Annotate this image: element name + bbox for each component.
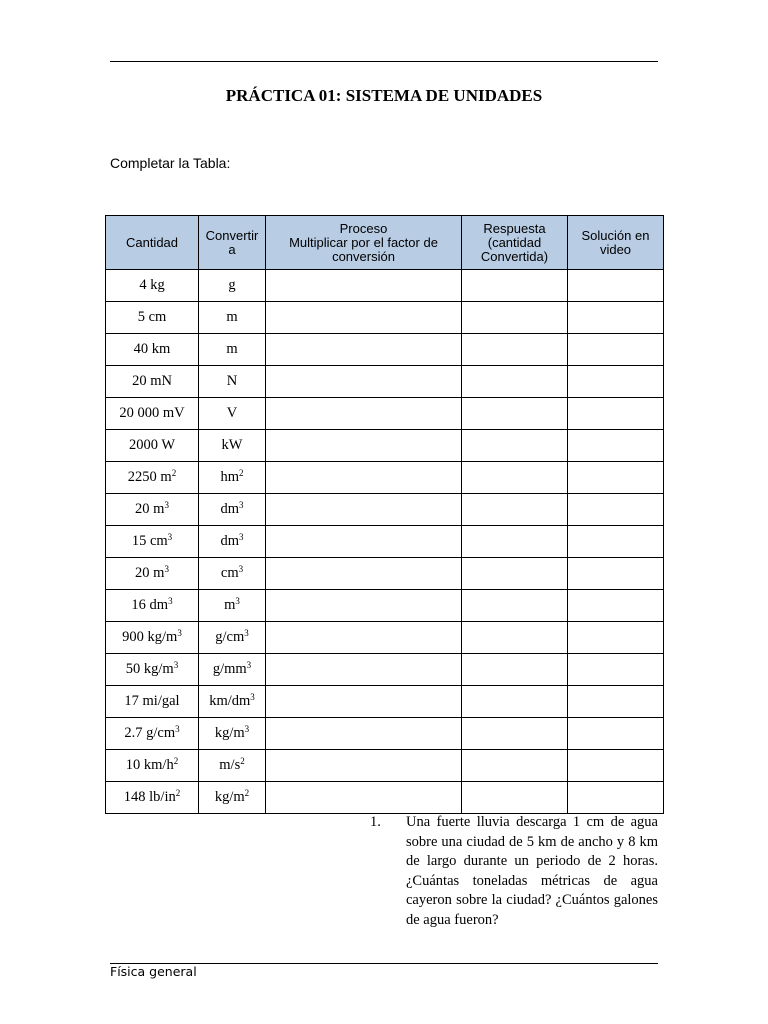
cell-proceso[interactable] (266, 270, 462, 302)
cell-convertir (199, 590, 266, 622)
table-row (106, 526, 664, 558)
cell-convertir-value: m (226, 309, 238, 325)
cell-cantidad-value: 15 cm (131, 533, 168, 549)
cell-cantidad-value: 2250 m (127, 469, 172, 485)
problem-1 (370, 813, 658, 930)
cell-convertir-exponent: 3 (250, 692, 255, 702)
cell-solucion[interactable] (568, 782, 664, 814)
cell-proceso[interactable] (266, 654, 462, 686)
cell-proceso[interactable] (266, 750, 462, 782)
cell-convertir-value: m (224, 597, 236, 613)
conversion-table (105, 215, 664, 814)
cell-proceso[interactable] (266, 462, 462, 494)
cell-solucion[interactable] (568, 622, 664, 654)
cell-convertir-value: hm (220, 469, 240, 485)
cell-solucion[interactable] (568, 750, 664, 782)
cell-cantidad-value: 40 km (133, 341, 171, 357)
cell-proceso[interactable] (266, 590, 462, 622)
cell-convertir-exponent: 2 (240, 756, 245, 766)
cell-convertir-exponent: 2 (244, 788, 250, 798)
cell-convertir-value: kg/m (214, 789, 245, 805)
cell-respuesta[interactable] (462, 686, 568, 718)
cell-respuesta[interactable] (462, 718, 568, 750)
cell-convertir-value: cm (220, 565, 239, 581)
cell-respuesta[interactable] (462, 462, 568, 494)
cell-convertir-exponent: 2 (239, 468, 244, 478)
header-proceso (266, 216, 462, 270)
cell-respuesta[interactable] (462, 782, 568, 814)
cell-cantidad-value: 2.7 g/cm (124, 725, 176, 741)
table-row (106, 590, 664, 622)
cell-proceso[interactable] (266, 494, 462, 526)
cell-respuesta[interactable] (462, 750, 568, 782)
cell-respuesta[interactable] (462, 366, 568, 398)
header-respuesta-line-1: Respuesta (483, 220, 546, 236)
cell-cantidad-value: 20 mN (132, 373, 172, 389)
cell-convertir (199, 462, 266, 494)
cell-solucion[interactable] (568, 462, 664, 494)
cell-solucion[interactable] (568, 558, 664, 590)
cell-proceso[interactable] (266, 302, 462, 334)
cell-cantidad-exponent: 2 (171, 468, 177, 478)
footer-text: Física general (110, 964, 197, 979)
cell-respuesta[interactable] (462, 654, 568, 686)
header-proceso-line-1: Proceso (339, 220, 388, 236)
cell-cantidad-value: 17 mi/gal (124, 693, 180, 709)
cell-convertir-value: kg/m (214, 725, 245, 741)
cell-solucion[interactable] (568, 334, 664, 366)
cell-cantidad-value: 10 km/h (125, 757, 174, 773)
cell-cantidad-exponent: 3 (177, 628, 182, 638)
cell-convertir (199, 270, 266, 302)
cell-cantidad (106, 398, 199, 430)
cell-proceso[interactable] (266, 782, 462, 814)
cell-proceso[interactable] (266, 430, 462, 462)
cell-solucion[interactable] (568, 398, 664, 430)
cell-solucion[interactable] (568, 494, 664, 526)
cell-solucion[interactable] (568, 718, 664, 750)
cell-cantidad (106, 462, 199, 494)
cell-respuesta[interactable] (462, 622, 568, 654)
cell-cantidad-exponent: 3 (175, 724, 180, 734)
cell-cantidad (106, 654, 199, 686)
cell-convertir (199, 782, 266, 814)
cell-convertir-exponent: 3 (239, 500, 244, 510)
cell-convertir (199, 302, 266, 334)
cell-respuesta[interactable] (462, 526, 568, 558)
cell-convertir (199, 686, 266, 718)
cell-convertir-value: km/dm (209, 693, 251, 709)
cell-solucion[interactable] (568, 590, 664, 622)
cell-cantidad (106, 366, 199, 398)
cell-cantidad (106, 718, 199, 750)
header-proceso-line-3: conversión (332, 248, 395, 264)
cell-proceso[interactable] (266, 398, 462, 430)
cell-solucion[interactable] (568, 526, 664, 558)
cell-convertir-exponent: 3 (235, 596, 240, 606)
cell-convertir-exponent: 3 (238, 564, 244, 574)
cell-cantidad-value: 4 kg (139, 277, 165, 293)
cell-cantidad-value: 20 000 mV (119, 405, 185, 421)
cell-cantidad-exponent: 3 (168, 596, 173, 606)
cell-solucion[interactable] (568, 366, 664, 398)
table-row (106, 270, 664, 302)
header-proceso-line-2: Multiplicar por el factor de (289, 234, 438, 250)
cell-convertir (199, 558, 266, 590)
cell-cantidad (106, 686, 199, 718)
cell-cantidad-value: 900 kg/m (122, 629, 178, 645)
problem-number: 1. (370, 814, 381, 830)
cell-respuesta[interactable] (462, 558, 568, 590)
header-cantidad-label: Cantidad (125, 234, 179, 250)
cell-convertir-exponent: 3 (239, 532, 244, 542)
cell-convertir-exponent: 3 (244, 628, 249, 638)
cell-respuesta[interactable] (462, 398, 568, 430)
cell-cantidad-exponent: 3 (167, 532, 173, 542)
table-row (106, 494, 664, 526)
cell-cantidad-value: 50 kg/m (125, 661, 174, 677)
cell-cantidad (106, 590, 199, 622)
cell-convertir-exponent: 3 (244, 724, 250, 734)
page-title: PRÁCTICA 01: SISTEMA DE UNIDADES (225, 86, 543, 105)
header-convertir-line-2: a (228, 241, 236, 257)
cell-cantidad-exponent: 3 (164, 500, 169, 510)
table-row (106, 430, 664, 462)
cell-convertir (199, 718, 266, 750)
cell-convertir-value: dm (220, 533, 240, 549)
table-row (106, 462, 664, 494)
cell-cantidad (106, 622, 199, 654)
table-row (106, 334, 664, 366)
cell-cantidad-value: 20 m (135, 501, 165, 517)
table-row (106, 686, 664, 718)
header-respuesta-line-3: Convertida) (480, 248, 549, 264)
cell-convertir (199, 654, 266, 686)
cell-cantidad-exponent: 2 (173, 756, 179, 766)
table-header-row (106, 216, 664, 270)
header-solucion-line-2: video (599, 241, 632, 257)
cell-convertir (199, 494, 266, 526)
cell-convertir-value: g/cm (215, 629, 245, 645)
cell-cantidad (106, 558, 199, 590)
cell-convertir-value: g/mm (212, 661, 247, 677)
cell-proceso[interactable] (266, 526, 462, 558)
cell-convertir (199, 366, 266, 398)
cell-proceso[interactable] (266, 366, 462, 398)
cell-solucion[interactable] (568, 654, 664, 686)
cell-convertir (199, 430, 266, 462)
cell-respuesta[interactable] (462, 302, 568, 334)
cell-cantidad-value: 20 m (135, 565, 165, 581)
cell-cantidad-value: 2000 W (128, 437, 176, 453)
cell-convertir (199, 398, 266, 430)
cell-convertir-value: g (228, 277, 236, 293)
cell-proceso[interactable] (266, 334, 462, 366)
cell-solucion[interactable] (568, 270, 664, 302)
header-cantidad (106, 216, 199, 270)
cell-convertir (199, 622, 266, 654)
instruction-text: Completar la Tabla: (110, 155, 231, 171)
table-row (106, 718, 664, 750)
cell-proceso[interactable] (266, 622, 462, 654)
cell-respuesta[interactable] (462, 494, 568, 526)
table-row (106, 366, 664, 398)
header-solucion-line-1: Solución en (581, 227, 650, 243)
cell-cantidad (106, 750, 199, 782)
cell-convertir (199, 750, 266, 782)
cell-convertir-value: m/s (219, 757, 241, 773)
cell-cantidad (106, 782, 199, 814)
table-row (106, 750, 664, 782)
table-row (106, 782, 664, 814)
cell-cantidad (106, 334, 199, 366)
table-row (106, 654, 664, 686)
cell-proceso[interactable] (266, 686, 462, 718)
cell-respuesta[interactable] (462, 430, 568, 462)
cell-cantidad (106, 302, 199, 334)
table-row (106, 302, 664, 334)
cell-solucion[interactable] (568, 430, 664, 462)
cell-cantidad-exponent: 2 (175, 788, 181, 798)
header-respuesta (462, 216, 568, 270)
cell-solucion[interactable] (568, 302, 664, 334)
table-row (106, 558, 664, 590)
cell-respuesta[interactable] (462, 590, 568, 622)
cell-respuesta[interactable] (462, 334, 568, 366)
cell-convertir (199, 526, 266, 558)
cell-convertir-exponent: 3 (246, 660, 252, 670)
header-solucion (568, 216, 664, 270)
cell-convertir-value: N (226, 373, 238, 389)
cell-convertir-value: V (226, 405, 238, 421)
cell-cantidad (106, 526, 199, 558)
cell-proceso[interactable] (266, 558, 462, 590)
cell-cantidad (106, 430, 199, 462)
cell-cantidad (106, 494, 199, 526)
cell-convertir-value: m (226, 341, 238, 357)
cell-cantidad-value: 5 cm (137, 309, 167, 325)
table-row (106, 622, 664, 654)
cell-respuesta[interactable] (462, 270, 568, 302)
cell-cantidad-exponent: 3 (164, 564, 169, 574)
cell-convertir-value: kW (221, 437, 243, 453)
problem-text: Una fuerte lluvia descarga 1 cm de agua sobre una ciudad de 5 km de ancho y 8 km de largo durante un periodo de 2 horas. ¿Cuántas toneladas métricas de agua cayeron sobre la ciudad? ¿Cuántos galones de agua fueron? (406, 814, 658, 928)
cell-solucion[interactable] (568, 686, 664, 718)
cell-convertir-value: dm (220, 501, 240, 517)
table-body (106, 270, 664, 814)
header-rule (110, 61, 658, 62)
cell-cantidad-value: 148 lb/in (123, 789, 176, 805)
cell-convertir (199, 334, 266, 366)
header-respuesta-line-2: (cantidad (487, 234, 542, 250)
cell-cantidad-exponent: 3 (173, 660, 179, 670)
cell-cantidad-value: 16 dm (131, 597, 169, 613)
table-row (106, 398, 664, 430)
header-convertir (199, 216, 266, 270)
header-convertir-line-1: Convertir (205, 227, 259, 243)
cell-proceso[interactable] (266, 718, 462, 750)
cell-cantidad (106, 270, 199, 302)
